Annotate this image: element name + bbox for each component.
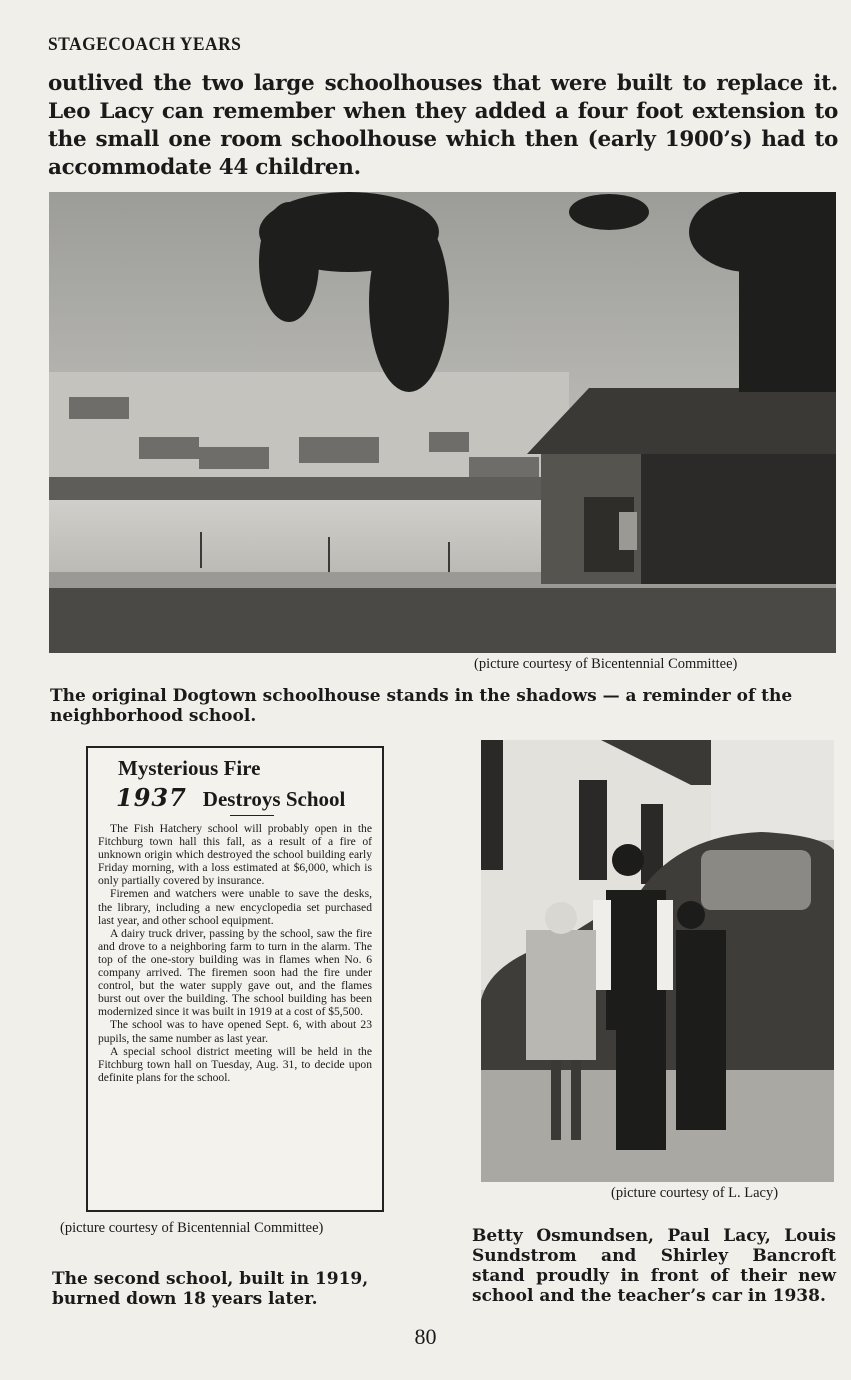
clipping-title-line1: Mysterious Fire: [118, 756, 261, 780]
clipping-paragraph: The Fish Hatchery school will probably open in the Fitchburg town hall this fall, as a result of a fire of unknown origin which destroyed the school building early Friday morning, with a loss estimated at $6,000, which is only partially covered by insurance.: [98, 822, 372, 888]
handwritten-year: 1937: [116, 783, 187, 812]
clipping-paragraph: The school was to have opened Sept. 6, with about 23 pupils, the same number as last year.: [98, 1018, 372, 1045]
photo1-credit: (picture courtesy of Bicentennial Committee): [474, 656, 738, 672]
photo1-caption: The original Dogtown schoolhouse stands in the shadows — a reminder of the neighborhood school.: [50, 686, 793, 726]
newspaper-clipping: [86, 746, 384, 1212]
photo2-caption: Betty Osmundsen, Paul Lacy, Louis Sundstrom and Shirley Bancroft stand proudly in front of their new school and the teacher’s car in 1938.: [472, 1226, 836, 1306]
clipping-body: [98, 822, 372, 1084]
clipping-rule: [230, 815, 274, 816]
page-number: 80: [414, 1324, 437, 1349]
clipping-paragraph: Firemen and watchers were unable to save the desks, the library, including a new encyclopedia set purchased last year, and other school equipment.: [98, 887, 372, 927]
clipping-caption: The second school, built in 1919, burned down 18 years later.: [52, 1269, 369, 1309]
clipping-credit: (picture courtesy of Bicentennial Committee): [60, 1220, 324, 1236]
running-head: STAGECOACH YEARS: [48, 34, 242, 55]
intro-paragraph: outlived the two large schoolhouses that were built to replace it. Leo Lacy can remember when they added a four foot extension to the small one room schoolhouse which then (early 1900’s) had to accommodate 44 children.: [48, 71, 838, 180]
clipping-title-line2: [116, 783, 372, 812]
dogtown-schoolhouse-photo: [49, 192, 836, 653]
clipping-paragraph: A special school district meeting will be held in the Fitchburg town hall on Tuesday, Aug. 31, to decide upon definite plans for the school.: [98, 1044, 372, 1084]
children-car-photo: [481, 740, 834, 1182]
photo2-credit: (picture courtesy of L. Lacy): [611, 1185, 779, 1201]
clipping-paragraph: A dairy truck driver, passing by the school, saw the fire and drove to a neighboring farm to turn in the alarm. The top of the one-story building was in flames when No. 6 company arrived. The firemen soon had the fire under control, but the water supply gave out, and the flames burst out over the building. The school building has been modernized since it was built in 1919 at a cost of $5,500.: [98, 926, 372, 1019]
clipping-title-text: Destroys School: [202, 787, 346, 811]
